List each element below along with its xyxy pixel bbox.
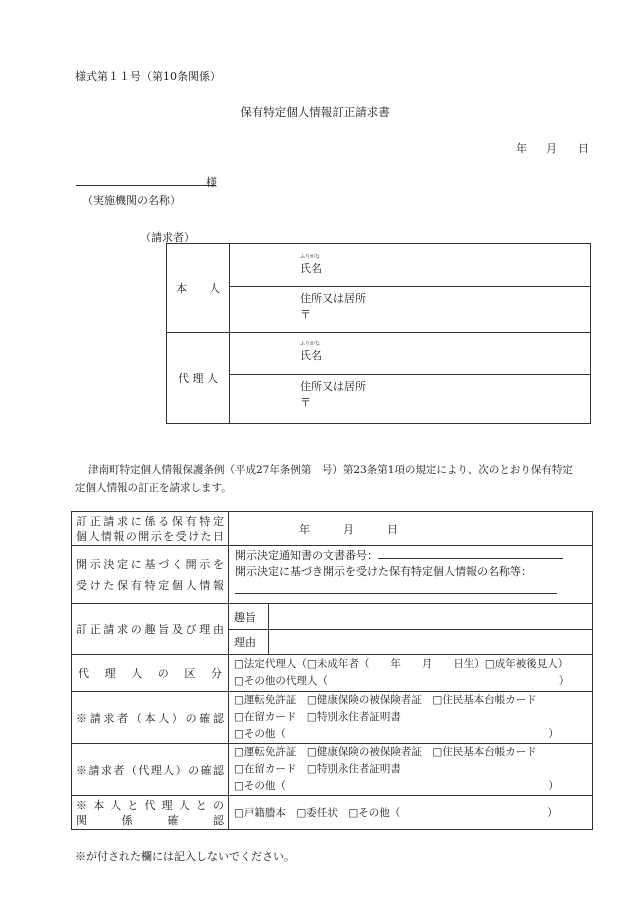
agency-note: （実施機関の名称）: [82, 194, 181, 207]
furigana-label: ふりがな: [300, 254, 321, 260]
self-name-cell[interactable]: [230, 244, 591, 287]
name-label: 氏名: [300, 262, 322, 275]
self-confirmation-field[interactable]: □運転免許証 □健康保険の被保険者証 □住民基本台帳カード □在留カード □特別永住者証明書 □その他（ ）: [229, 692, 593, 744]
disclosed-info-field[interactable]: [229, 546, 593, 604]
correction-purpose-label: 訂正請求の趣旨及び理由: [72, 604, 229, 655]
date-day: 日: [578, 142, 589, 155]
purpose-field[interactable]: [269, 604, 593, 630]
disclosure-date-label: 訂正請求に係る保有特定 個人情報の開示を受けた日: [72, 512, 229, 546]
purpose-label: 趣旨: [229, 604, 269, 630]
relationship-confirmation-field[interactable]: □戸籍謄本 □委任状 □その他（ ）: [229, 796, 593, 830]
postal-mark: 〒: [300, 308, 311, 321]
agent-type-label: 代理人の区分: [72, 655, 229, 692]
addressee-line[interactable]: [76, 185, 216, 186]
body-text-line2: 定個人情報の訂正を請求します。: [75, 482, 232, 494]
body-text-line1: 津南町特定個人情報保護条例（平成27年条例第 号）第23条第1項の規定により、次のとおり保有特定: [88, 464, 573, 476]
date-year: 年: [516, 142, 527, 155]
date-month: 月: [546, 142, 557, 155]
main-table: [71, 511, 593, 830]
self-address-cell[interactable]: [230, 287, 591, 333]
disclosure-date-field[interactable]: 年 月 日: [229, 512, 593, 546]
document-title: 保有特定個人情報訂正請求書: [240, 105, 390, 119]
addressee-sama: 様: [206, 176, 217, 189]
reason-field[interactable]: [269, 630, 593, 655]
agent-confirmation-field[interactable]: □運転免許証 □健康保険の被保険者証 □住民基本台帳カード □在留カード □特別永住者証明書 □その他（ ）: [229, 744, 593, 796]
info-name-label: 開示決定に基づき開示を受けた保有特定個人情報の名称等：: [235, 565, 532, 578]
disclosed-info-label: 開示決定に基づく開示を 受けた保有特定個人情報: [72, 546, 229, 604]
agent-label: 代 理 人: [167, 333, 230, 424]
info-name-underline: [235, 580, 557, 594]
agent-confirmation-label: ※請求者（代理人）の確認: [72, 744, 229, 796]
doc-number-label: 開示決定通知書の文書番号：: [235, 549, 378, 562]
self-label: 本 人: [167, 244, 230, 333]
self-confirmation-label: ※請求者（本人）の確認: [72, 692, 229, 744]
agent-type-line1: □法定代理人（□未成年者（ 年 月 日生）□成年被後見人）: [234, 658, 569, 670]
name-label: 氏名: [300, 349, 322, 362]
address-label: 住所又は居所: [300, 380, 366, 393]
requester-heading: （請求者）: [140, 231, 195, 244]
postal-mark: 〒: [300, 396, 311, 409]
relationship-confirmation-label: ※本人と代理人との 関 係 確 認: [72, 796, 229, 830]
agent-address-cell[interactable]: [230, 375, 591, 424]
footnote: ※が付された欄には記入しないでください。: [75, 850, 295, 863]
requester-table: [166, 243, 591, 424]
form-number: 様式第１１号（第10条関係）: [75, 70, 221, 83]
address-label: 住所又は居所: [300, 292, 366, 305]
reason-label: 理由: [229, 630, 269, 655]
doc-number-underline: [378, 549, 563, 559]
agent-type-field[interactable]: [229, 655, 593, 692]
furigana-label: ふりがな: [300, 341, 321, 347]
agent-type-line2: □その他の代理人（ ）: [234, 675, 570, 687]
agent-name-cell[interactable]: [230, 333, 591, 375]
